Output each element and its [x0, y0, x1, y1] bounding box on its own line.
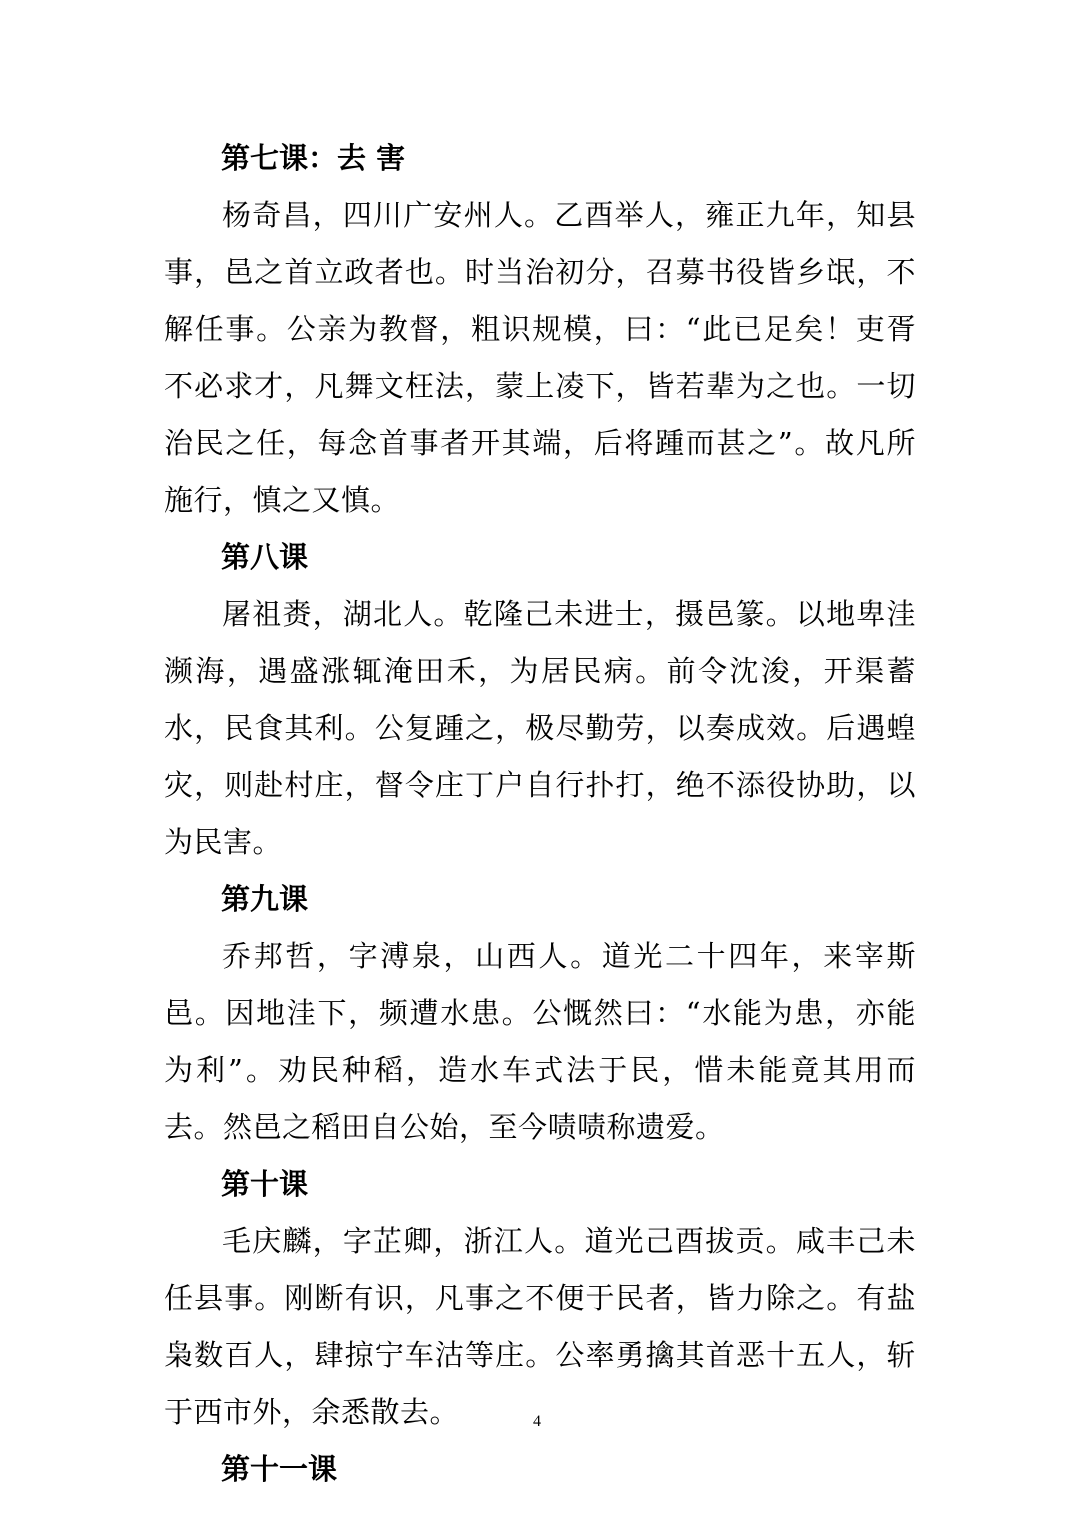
- lesson-8-heading: 第八课: [221, 540, 309, 574]
- lesson-7-paragraph: 杨奇昌，四川广安州人。乙酉举人，雍正九年，知县事，邑之首立政者也。时当治初分，召募书役皆乡氓，不解任事。公亲为教督，粗识规模，曰：“此已足矣！吏胥不必求才，凡舞文枉法，蒙上凌下，皆若辈为之也。一切治民之任，每念首事者开其端，后将踵而甚之”。故凡所施行，慎之又慎。: [164, 198, 916, 517]
- page-number: 4: [533, 1413, 541, 1430]
- lesson-9-heading: 第九课: [221, 882, 309, 916]
- page-content: [164, 130, 916, 1498]
- lesson-8-paragraph: 屠祖赉，湖北人。乾隆己未进士，摄邑篆。以地卑洼濒海，遇盛涨辄淹田禾，为居民病。前令沈浚，开渠蓄水，民食其利。公复踵之，极尽勤劳，以奏成效。后遇蝗灾，则赴村庄，督令庄丁户自行扑打，绝不添役协助，以为民害。: [164, 597, 916, 859]
- lesson-7-heading: 第七课：去 害: [221, 141, 406, 175]
- lesson-9-paragraph: 乔邦哲，字溥泉，山西人。道光二十四年，来宰斯邑。因地洼下，频遭水患。公慨然曰：“水能为患，亦能为利”。劝民种稻，造水车式法于民，惜未能竟其用而去。然邑之稻田自公始，至今啧啧称遗爱。: [164, 939, 916, 1144]
- lesson-10-heading: 第十课: [221, 1167, 309, 1201]
- lesson-11-heading: 第十一课: [221, 1452, 338, 1486]
- lesson-10-paragraph: 毛庆麟，字芷卿，浙江人。道光己酉拔贡。咸丰己未任县事。刚断有识，凡事之不便于民者，皆力除之。有盐枭数百人，肆掠宁车沽等庄。公率勇擒其首恶十五人，斩于西市外，余悉散去。: [164, 1224, 916, 1429]
